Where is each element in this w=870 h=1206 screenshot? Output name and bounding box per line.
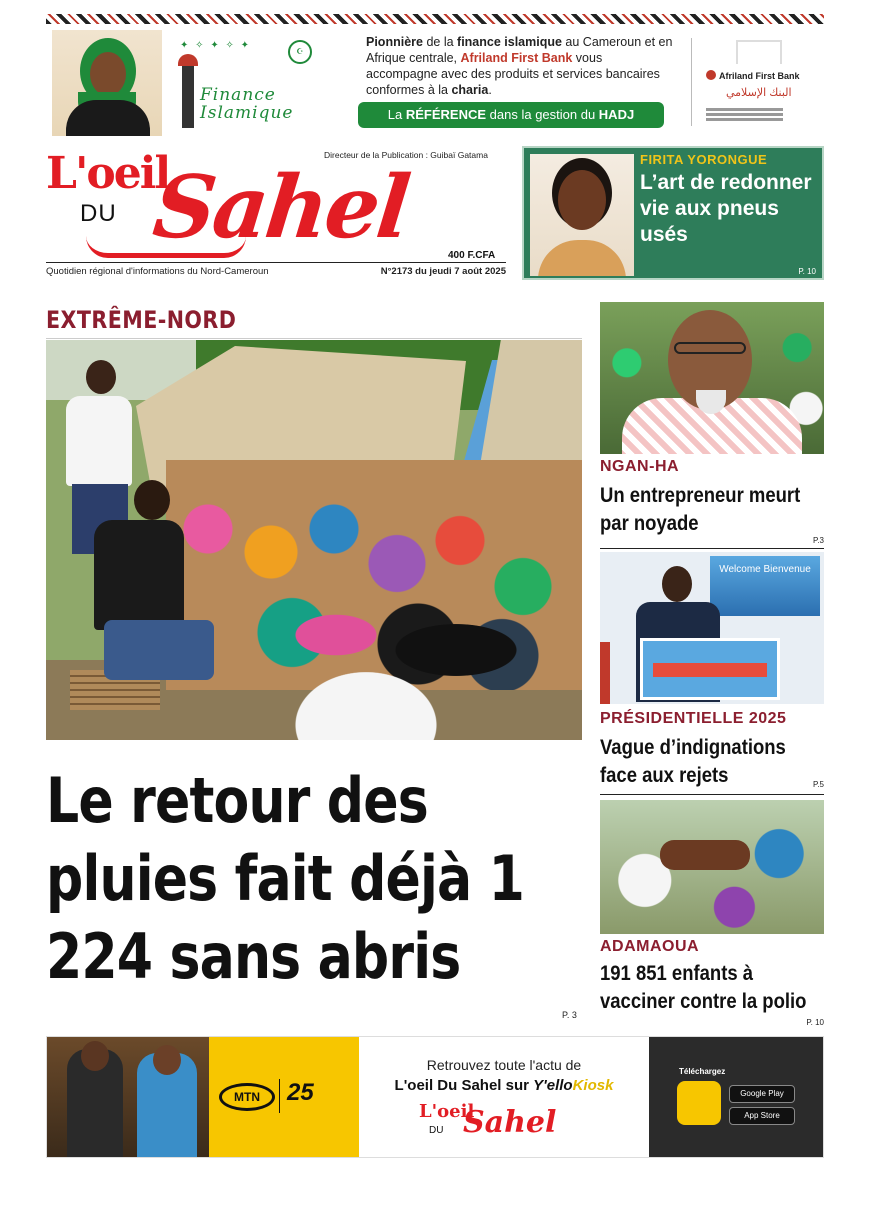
welcome-banner: Welcome Bienvenue [710,556,820,616]
sidebar-title-1: Un entrepreneur meurt par noyade [600,484,801,535]
contact-lines [706,106,816,128]
islamique-word: Islamique [200,103,294,123]
logo-oeil: L'oeil [46,148,170,199]
sidebar-kicker-2: PRÉSIDENTIELLE 2025 [600,710,787,727]
minaret-icon [182,64,194,128]
price: 400 F.CFA [448,250,496,261]
main-story-photo[interactable] [46,340,582,740]
ad-message: Retrouvez toute l'actu de L'oeil Du Sahel sur Y'elloKiosk L'oeil DU Sahel [359,1037,649,1158]
top-advertisement[interactable] [46,26,824,138]
divider [46,338,582,339]
teaser-title: L’art de redonner vie aux pneus usés [640,171,812,246]
decorative-border [46,14,824,24]
teaser-portrait [530,154,634,276]
anniversary-25-logo: 25 [287,1079,314,1106]
stars-icon: ✦ ✧ ✦ ✧ ✦ [180,40,252,51]
sidebar-page-1: P.3 [813,536,824,545]
afriland-bank-logo: Afriland First Bank البنك الإسلامي [702,40,820,130]
sidebar-photo-3 [600,800,824,934]
google-play-button[interactable]: Google Play [729,1085,795,1103]
divider [46,262,506,263]
crouching-man-shape [74,480,214,730]
sidebar-title-3: 191 851 enfants à vacciner contre la polio [600,962,807,1013]
sidebar-kicker-1: NGAN-HA [600,458,680,475]
divider [691,38,692,126]
divider [600,548,824,549]
sidebar-page-3: P. 10 [806,1018,824,1027]
sidebar-photo-2 [600,552,824,704]
hadj-banner: La RÉFÉRENCE dans la gestion du HADJ [358,102,664,128]
sidebar-title-2: Vague d’indignations face aux rejets [600,736,786,787]
finance-word: Finance [200,85,276,105]
bank-building-icon [736,40,782,64]
main-headline[interactable]: Le retour des pluies fait déjà 1 224 sans abris [46,764,525,993]
teaser-box[interactable] [522,146,824,280]
logo-du: DU [80,200,117,227]
sidebar-kicker-3: ADAMAOUA [600,938,700,955]
ad-readers-photo [47,1037,209,1158]
issue-date: N°2173 du jeudi 7 août 2025 [380,266,506,277]
finance-islamique-logo [176,34,316,132]
download-panel [649,1037,824,1158]
teaser-kicker: FIRITA YORONGUE [640,152,768,167]
masthead [46,146,506,280]
small-masthead-logo: L'oeil DU Sahel [419,1101,557,1140]
ballot-box-shape [640,638,780,700]
divider [600,794,824,795]
bottom-advertisement[interactable] [46,1036,824,1158]
logo-sahel: Sahel [148,157,413,258]
download-label: Téléchargez [679,1067,726,1076]
main-page-ref: P. 3 [562,1010,577,1020]
teaser-page-ref: P. 10 [798,267,816,276]
app-store-button[interactable]: App Store [729,1107,795,1125]
tagline: Quotidien régional d'informations du Nord-Cameroun [46,266,269,277]
director-credit: Directeur de la Publication : Guibaï Gatama [324,150,488,160]
mtn-logo: MTN [219,1083,275,1111]
yello-kiosk-app-icon[interactable] [677,1081,721,1125]
main-kicker: EXTRÊME-NORD [46,306,237,334]
halal-badge-icon: ☪ [288,40,312,64]
ad-body-text: Pionnière de la finance islamique au Cameroun et en Afrique centrale, Afriland First Bank vous accompagne avec des produits et services bancaires conformes à la charia. [366,35,673,97]
ad-woman-photo [52,30,162,136]
sidebar-photo-1 [600,302,824,454]
mtn-panel [209,1037,359,1158]
sidebar-page-2: P.5 [813,780,824,789]
